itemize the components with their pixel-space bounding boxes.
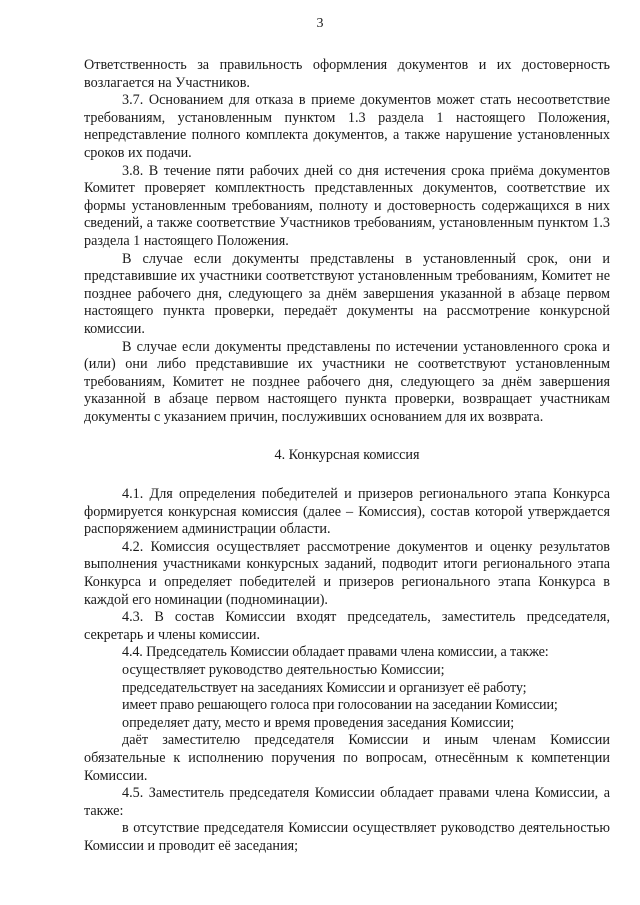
paragraph-3-8: 3.8. В течение пяти рабочих дней со дня истечения срока приёма документов Комитет проверяет комплектность представленных документов, соответствие их формы установленным требованиям, полноту и достоверность содержащихся в них сведений, а также соответствие Участников требованиям, установленным пунктом 1.3 раздела 1 настоящего Положения. bbox=[84, 162, 610, 249]
paragraph-4-2: 4.2. Комиссия осуществляет рассмотрение документов и оценку результатов выполнения участниками конкурсных заданий, подводит итоги регионального этапа Конкурса и определяет победителей и призеров регионального этапа Конкурса в каждой его номинации (подноминации). bbox=[84, 538, 610, 608]
paragraph-4-1: 4.1. Для определения победителей и призеров регионального этапа Конкурса формируется конкурсная комиссия (далее – Комиссия), состав которой утверждается распоряжением администрации области. bbox=[84, 486, 610, 538]
paragraph-4-5: 4.5. Заместитель председателя Комиссии обладает правами члена Комиссии, а также: bbox=[84, 785, 610, 819]
paragraph-4-3: 4.3. В состав Комиссии входят председатель, заместитель председателя, секретарь и члены комиссии. bbox=[84, 609, 610, 643]
paragraph-deputy-duty-1: в отсутствие председателя Комиссии осуществляет руководство деятельностью Комиссии и проводит её заседания; bbox=[84, 820, 610, 854]
paragraph-responsibility: Ответственность за правильность оформления документов и их достоверность возлагается на Участников. bbox=[84, 57, 610, 91]
page-number: 3 bbox=[316, 16, 324, 31]
paragraph-chair-duty-3: имеет право решающего голоса при голосовании на заседании Комиссии; bbox=[122, 697, 558, 714]
paragraph-chair-duty-2: председательствует на заседаниях Комиссии и организует её работу; bbox=[122, 679, 527, 696]
paragraph-chair-duty-1: осуществляет руководство деятельностью Комиссии; bbox=[122, 662, 445, 678]
paragraph-3-7: 3.7. Основанием для отказа в приеме документов может стать несоответствие требованиям, установленным пунктом 1.3 раздела 1 настоящего Положения, непредставление полного комплекта документов, а также нарушение установленных сроков их подачи. bbox=[84, 92, 610, 161]
paragraph-documents-returned: В случае если документы представлены по истечении установленного срока и (или) они либо представившие их участники не соответствуют установленным требованиям, Комитет не позднее рабочего дня, следующего за днём завершения указанной в абзаце первом настоящего пункта проверки, возвращает участникам документы с указанием причин, послуживших основанием для их возврата. bbox=[84, 338, 610, 425]
section-heading: 4. Конкурсная комиссия bbox=[274, 447, 420, 464]
paragraph-chair-duty-4: определяет дату, место и время проведения заседания Комиссии; bbox=[122, 714, 515, 731]
document-body bbox=[84, 57, 610, 856]
paragraph-chair-duty-5: даёт заместителю председателя Комиссии и иным членам Комиссии обязательные к исполнению поручения по вопросам, отнесённым к компетенции Комиссии. bbox=[84, 732, 610, 784]
paragraph-4-4: 4.4. Председатель Комиссии обладает правами члена комиссии, а также: bbox=[122, 644, 549, 661]
paragraph-documents-accepted: В случае если документы представлены в установленный срок, они и представившие их участники соответствуют установленным требованиям, Комитет не позднее рабочего дня, следующего за днём завершения указанной в абзаце первом настоящего пункта проверки, передаёт документы на рассмотрение конкурсной комиссии. bbox=[84, 250, 610, 337]
